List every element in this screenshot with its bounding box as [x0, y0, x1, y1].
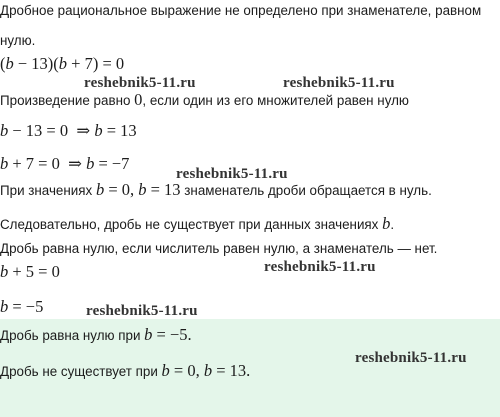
equation-root-1: b − 13 = 0 ⇒ b = 13: [0, 121, 137, 140]
answer-line-1: Дробь равна нулю при b = −5.: [0, 325, 192, 344]
equation-numerator: b + 5 = 0: [0, 262, 60, 281]
intro-line-2: нулю.: [0, 33, 36, 48]
values-statement: При значениях b = 0, b = 13 знаменатель дроби обращается в нуль.: [0, 180, 432, 199]
equation-root-2: b + 7 = 0 ⇒ b = −7: [0, 154, 130, 173]
intro-line-1: Дробное рациональное выражение не определено при знаменателе, равном: [0, 3, 482, 18]
watermark: reshebnik5-11.ru: [84, 75, 196, 91]
watermark: reshebnik5-11.ru: [283, 75, 395, 91]
equation-result: b = −5: [0, 297, 44, 316]
zero-rule: Дробь равна нулю, если числитель равен нулю, а знаменатель — нет.: [0, 241, 438, 256]
watermark: reshebnik5-11.ru: [86, 303, 198, 319]
answer-line-2: Дробь не существует при b = 0, b = 13.: [0, 361, 251, 380]
therefore-statement: Следовательно, дробь не существует при данных значениях b.: [0, 214, 395, 233]
watermark: reshebnik5-11.ru: [355, 350, 467, 366]
product-rule: Произведение равно 0, если один из его множителей равен нулю: [0, 90, 409, 109]
watermark: reshebnik5-11.ru: [176, 166, 288, 182]
equation-product: (b − 13)(b + 7) = 0: [0, 54, 125, 73]
watermark: reshebnik5-11.ru: [264, 259, 376, 275]
